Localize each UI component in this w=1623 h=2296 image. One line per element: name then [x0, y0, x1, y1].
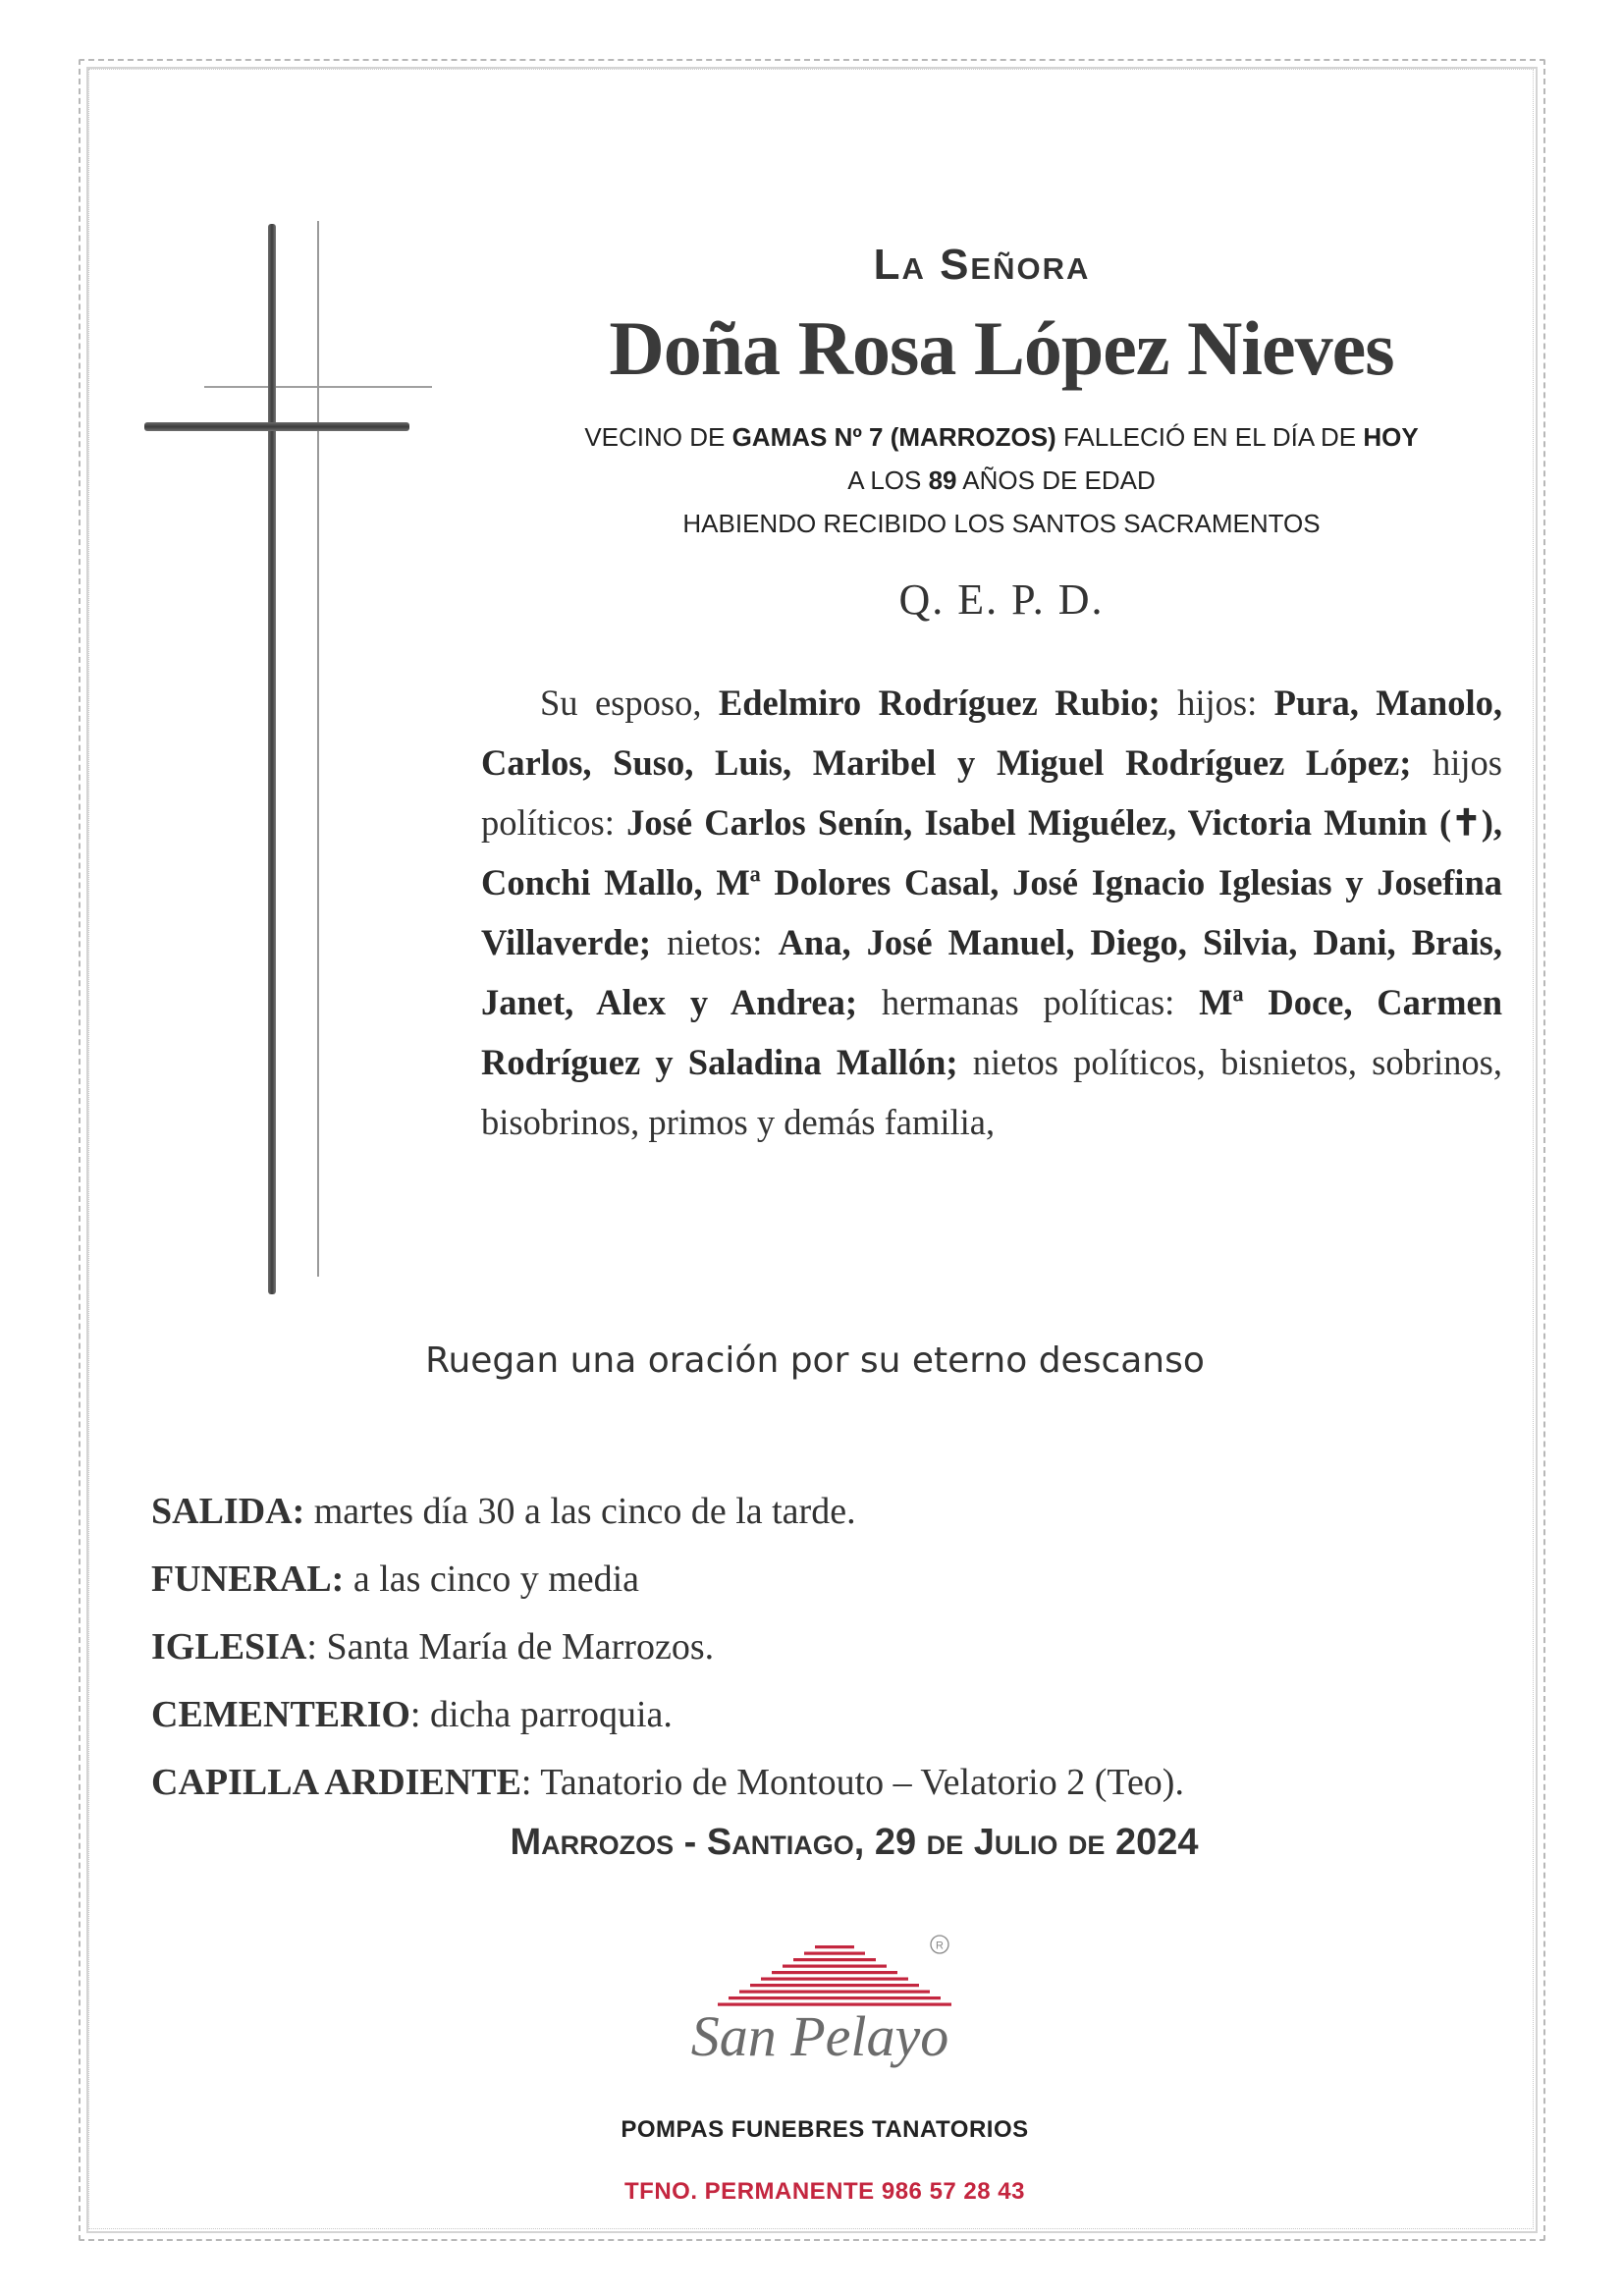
- residence-address: GAMAS Nº 7 (MARROZOS): [731, 422, 1056, 452]
- logo-stripe: [783, 1965, 887, 1968]
- qepd: Q. E. P. D.: [898, 575, 1105, 624]
- detail-label: CEMENTERIO: [151, 1694, 410, 1735]
- intro-title: La Señora: [873, 241, 1091, 289]
- age-value: 89: [928, 465, 957, 495]
- cross-icon: [268, 224, 276, 1294]
- residence-day: HOY: [1363, 422, 1419, 452]
- registered-mark: R: [936, 1940, 944, 1952]
- san-pelayo-logo: [668, 1930, 962, 2106]
- residence-text: VECINO DE: [584, 422, 732, 452]
- detail-row: [151, 1681, 1506, 1749]
- family-text: hijos:: [1160, 683, 1274, 723]
- funeral-details: [151, 1478, 1506, 1817]
- detail-value: martes día 30 a las cinco de la tarde.: [304, 1491, 856, 1532]
- logo-wordmark: San Pelayo: [690, 2004, 949, 2068]
- place-date: Marrozos - Santiago, 29 de Julio de 2024: [510, 1822, 1199, 1863]
- logo-stripe: [815, 1945, 854, 1948]
- detail-label: CAPILLA ARDIENTE: [151, 1762, 521, 1803]
- cross-icon-shadow-vertical: [317, 221, 319, 1277]
- logo-stripe: [761, 1978, 908, 1981]
- family-text: hermanas políticas:: [857, 982, 1200, 1022]
- age-line: [550, 465, 1453, 496]
- prayer-line: Ruegan una oración por su eterno descanso: [425, 1340, 1205, 1381]
- logo-sun-stripes: [718, 1945, 951, 2006]
- logo-stripe: [739, 1991, 930, 1994]
- age-text: A LOS: [847, 465, 929, 495]
- sacraments-line: HABIENDO RECIBIDO LOS SANTOS SACRAMENTOS: [682, 509, 1321, 538]
- family-names: Ana, José Manuel, Diego, Silvia, Dani, Brais, Janet, Alex y Andrea;: [481, 922, 1502, 1022]
- detail-label: IGLESIA: [151, 1626, 307, 1667]
- detail-value: : Tanatorio de Montouto – Velatorio 2 (Teo).: [520, 1762, 1184, 1803]
- family-names: Pura, Manolo, Carlos, Suso, Luis, Maribel y Miguel Rodríguez López;: [481, 683, 1502, 783]
- family-text: Su esposo,: [540, 683, 719, 723]
- detail-value: : Santa María de Marrozos.: [306, 1626, 715, 1667]
- age-text-2: AÑOS DE EDAD: [956, 465, 1156, 495]
- residence-text-2: FALLECIÓ EN EL DÍA DE: [1055, 422, 1364, 452]
- family-names: José Carlos Senín, Isabel Miguélez, Victoria Munin (✝), Conchi Mallo, Mª Dolores Casal, José Ignacio Iglesias y Josefina Villaverde;: [481, 802, 1502, 962]
- detail-label: FUNERAL:: [151, 1558, 345, 1600]
- logo-stripe: [772, 1971, 897, 1974]
- detail-value: : dicha parroquia.: [409, 1694, 673, 1735]
- detail-value: a las cinco y media: [344, 1558, 640, 1600]
- family-text: nietos políticos, bisnietos, sobrinos, bisobrinos, primos y demás familia,: [481, 1042, 1502, 1142]
- detail-row: [151, 1613, 1506, 1681]
- family-paragraph: [481, 673, 1502, 1152]
- detail-row: [151, 1478, 1506, 1546]
- detail-label: SALIDA:: [151, 1491, 305, 1532]
- family-names: Mª Doce, Carmen Rodríguez y Saladina Mallón;: [481, 982, 1502, 1082]
- detail-row: [151, 1749, 1506, 1817]
- residence-line: [550, 422, 1453, 453]
- deceased-name: Doña Rosa López Nieves: [609, 305, 1394, 391]
- family-text: hijos políticos:: [481, 742, 1502, 843]
- logo-stripe: [750, 1984, 919, 1987]
- services-line: POMPAS FUNEBRES TANATORIOS: [621, 2116, 1029, 2143]
- cross-icon-arm: [144, 422, 409, 431]
- logo-stripe: [793, 1958, 876, 1961]
- logo-stripe: [729, 1996, 941, 1999]
- family-names: Edelmiro Rodríguez Rubio;: [718, 683, 1161, 723]
- logo-stripe: [804, 1952, 865, 1955]
- phone-line: TFNO. PERMANENTE 986 57 28 43: [624, 2178, 1025, 2205]
- detail-row: [151, 1546, 1506, 1613]
- family-text: nietos:: [650, 922, 779, 962]
